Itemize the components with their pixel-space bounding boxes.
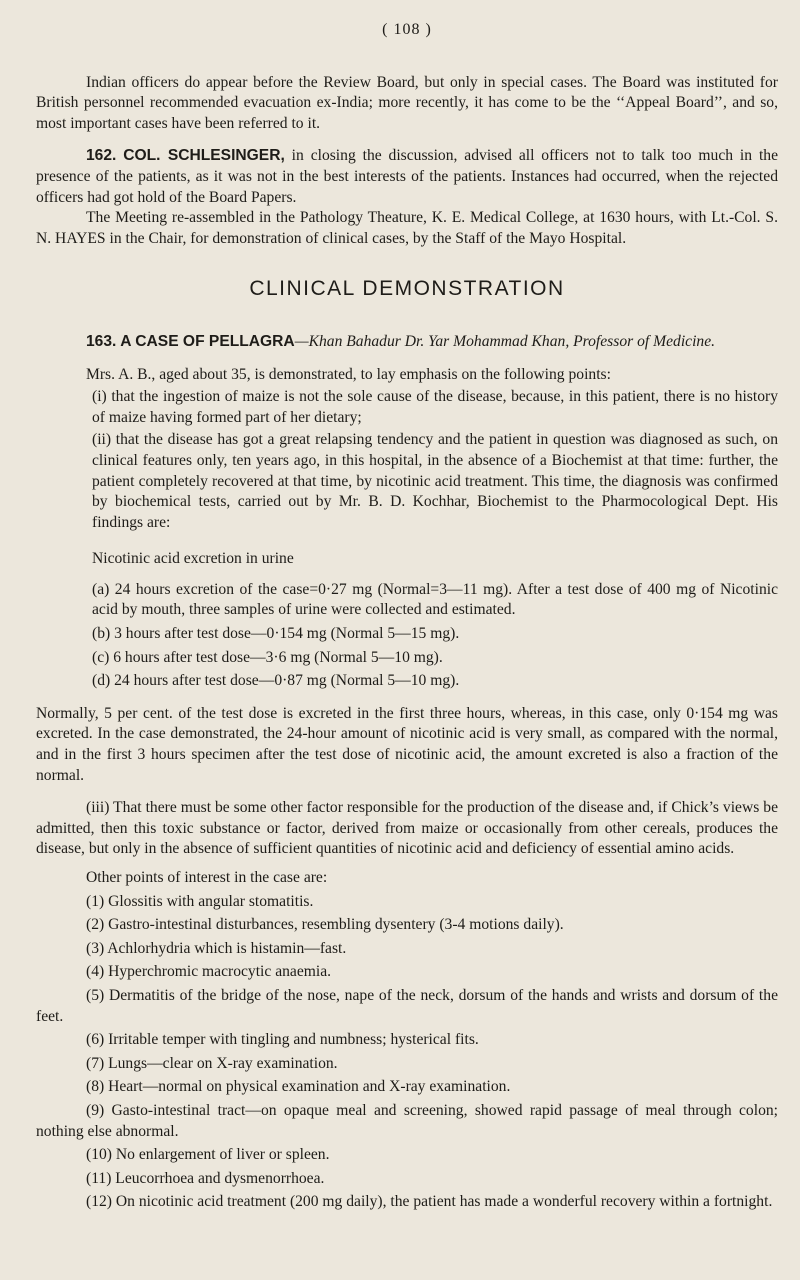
list-item: (6) Irritable temper with tingling and numbness; hysterical fits. xyxy=(86,1031,479,1049)
list-item: (8) Heart—normal on physical examination and X-ray examination. xyxy=(86,1078,511,1096)
page-number: ( 108 ) xyxy=(382,21,432,38)
excretion-item: (c) 6 hours after test dose—3·6 mg (Normal 5—10 mg). xyxy=(92,648,443,666)
point-i: (i) that the ingestion of maize is not the sole cause of the disease, because, in this patient, there is no history of maize having formed part of her dietary; xyxy=(92,388,778,426)
point-iii: (iii) That there must be some other factor responsible for the production of the disease and, if Chick’s views be admitted, then this toxic substance or factor, derived from maize or occasionally from other cereals, produces the disease, but only in the absence of sufficient quantities of nicotinic acid and deficiency of essential amino acids. xyxy=(36,799,778,858)
list-item: (10) No enlargement of liver or spleen. xyxy=(86,1146,330,1164)
case-title: A CASE OF PELLAGRA xyxy=(120,332,295,350)
excretion-list xyxy=(36,580,778,692)
excretion-item: (d) 24 hours after test dose—0·87 mg (Normal 5—10 mg). xyxy=(92,672,460,690)
excretion-item: (a) 24 hours excretion of the case=0·27 mg (Normal=3—11 mg). After a test dose of 400 mg of Nicotinic acid by mouth, three samples of urine were collected and estimated. xyxy=(92,580,778,619)
paragraph-text: in closing the discussion, advised all officers not to talk too much in the presence of the patients, as it was not in the best interests of the patients. Instances had occurred, when the rejected officers had got hold of the Board Papers. xyxy=(36,147,778,206)
list-item: (9) Gasto-intestinal tract—on opaque meal and screening, showed rapid passage of meal through colon; nothing else abnormal. xyxy=(36,1101,778,1140)
paragraph-163-title xyxy=(36,332,778,353)
list-item: (1) Glossitis with angular stomatitis. xyxy=(86,892,314,910)
case-intro: Mrs. A. B., aged about 35, is demonstrated, to lay emphasis on the following points: xyxy=(86,365,611,383)
list-item: (4) Hyperchromic macrocytic anaemia. xyxy=(86,963,332,981)
point-ii: (ii) that the disease has got a great relapsing tendency and the patient in question was diagnosed as such, on clinical features only, ten years ago, in this hospital, in the absence of a Biochemist at that time: further, the patient completely recovered at that time, by nicotinic acid treatment. This time, the diagnosis was confirmed by biochemical tests, carried out by Mr. B. D. Kochhar, Biochemist to the Pharmocological Dept. His findings are: xyxy=(92,431,778,531)
normally-paragraph: Normally, 5 per cent. of the test dose is excreted in the first three hours, whereas, in this case, only 0·154 mg was excreted. In the case demonstrated, the 24-hour amount of nicotinic acid is very small, as compared with the normal, and in the first 3 hours specimen after the test dose of nicotinic acid, the amount excreted is also a fraction of the normal. xyxy=(36,704,778,784)
points-list xyxy=(36,387,778,533)
excretion-title: Nicotinic acid excretion in urine xyxy=(92,550,294,568)
speaker-name: COL. SCHLESINGER, xyxy=(123,147,285,165)
paragraph-162 xyxy=(36,146,778,208)
excretion-item: (b) 3 hours after test dose—0·154 mg (Normal 5—15 mg). xyxy=(92,625,460,643)
list-item: (11) Leucorrhoea and dysmenorrhoea. xyxy=(86,1169,325,1187)
list-item: (12) On nicotinic acid treatment (200 mg daily), the patient has made a wonderful recovery within a fortnight. xyxy=(86,1193,773,1211)
other-points-list xyxy=(36,892,778,1213)
meeting-paragraph: The Meeting re-assembled in the Pathology Theature, K. E. Medical College, at 1630 hours, with Lt.-Col. S. N. HAYES in the Chair, for demonstration of clinical cases, by the Staff of the Mayo Hospital. xyxy=(36,209,778,247)
case-byline: —Khan Bahadur Dr. Yar Mohammad Khan, Professor of Medicine. xyxy=(294,332,716,350)
list-item: (2) Gastro-intestinal disturbances, resembling dysentery (3-4 motions daily). xyxy=(86,916,564,934)
list-item: (5) Dermatitis of the bridge of the nose, nape of the neck, dorsum of the hands and wrists and dorsum of the feet. xyxy=(36,986,778,1025)
intro-paragraph: Indian officers do appear before the Review Board, but only in special cases. The Board was instituted for British personnel recommended evacuation ex-India; more recently, it has come to be the ‘‘Appeal Board’’, and so, most important cases have been referred to it. xyxy=(36,73,778,132)
paragraph-number: 162. xyxy=(86,147,117,165)
other-points-title: Other points of interest in the case are: xyxy=(86,869,328,886)
list-item: (3) Achlorhydria which is histamin—fast. xyxy=(86,939,347,957)
paragraph-number: 163. xyxy=(86,332,117,350)
section-heading: CLINICAL DEMONSTRATION xyxy=(249,277,565,301)
list-item: (7) Lungs—clear on X-ray examination. xyxy=(86,1054,338,1072)
